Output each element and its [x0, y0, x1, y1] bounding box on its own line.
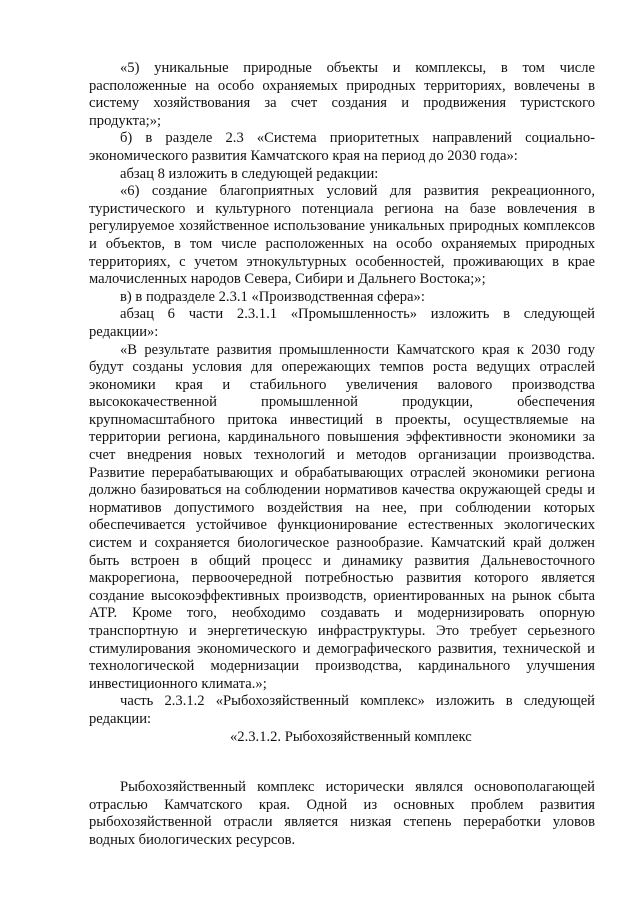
document-page — [89, 60, 595, 850]
paragraph-tourism-item-6: «6) создание благоприятных условий для развития рекреационного, туристического и культурного потенциала региона на базе вовлечения в регулируемое хозяйственное использование уникальных природных комплексов и объектов, в том числе расположенных на особо охраняемых природных территориях, с учетом этнокультурных особенностей, проживающих в крае малочисленных народов Севера, Сибири и Дальнего Востока;»; — [89, 183, 595, 288]
section-heading: «2.3.1.2. Рыбохозяйственный комплекс — [230, 728, 472, 745]
paragraph-industry: «В результате развития промышленности Камчатского края к 2030 году будут созданы условия для опережающих темпов роста ведущих отраслей экономики края и стабильного увеличения валового производства высококачественной промышленной продукции, обеспечения крупномасштабного притока инвестиций в проекты, осуществляемые на территории региона, кардинального повышения эффективности экономики за счет внедрения новых технологий и методов организации производства. Развитие перерабатывающих и обрабатывающих отраслей экономики региона должно базироваться на соблюдении нормативов качества окружающей среды и нормативов допустимого воздействия на нее, при соблюдении которых обеспечивается устойчивое функционирование естественных экологических систем и сохраняется биологическое разнообразие. Камчатский край должен быть встроен в общий процесс и динамику развития Дальневосточного макрорегиона, первоочередной потребностью развития которого является создание высокоэффективных производств, ориентированных на рынок сбыта АТР. Кроме того, необходимо создавать и модернизировать опорную транспортную и энергетическую инфраструктуры. Это требует серьезного стимулирования экономического и демографического развития, технической и технологической модернизации производства, кардинального улучшения инвестиционного климата.»; — [89, 341, 595, 692]
paragraph-tourism-item-5: «5) уникальные природные объекты и комплексы, в том числе расположенные на особо охраняемых природных территориях, вовлечены в систему хозяйствования за счет создания и продвижения туристского продукта;»; — [89, 60, 595, 129]
paragraph-abzac-8: абзац 8 изложить в следующей редакции: — [120, 165, 379, 182]
paragraph-abzac-6: абзац 6 части 2.3.1.1 «Промышленность» изложить в следующей редакции»: — [89, 306, 595, 340]
paragraph-part-2-3-1-2: часть 2.3.1.2 «Рыбохозяйственный комплекс» изложить в следующей редакции: — [89, 693, 595, 727]
paragraph-subsection-2-3-1: в) в подразделе 2.3.1 «Производственная сфера»: — [120, 288, 425, 305]
paragraph-fishery: Рыбохозяйственный комплекс исторически являлся основополагающей отраслью Камчатского края. Одной из основных проблем развития рыбохозяйственной отрасли является низкая степень переработки уловов водных биологических ресурсов. — [89, 779, 595, 848]
paragraph-section-2-3: б) в разделе 2.3 «Система приоритетных направлений социально-экономического развития Камчатского края на период до 2030 года»: — [89, 130, 595, 164]
